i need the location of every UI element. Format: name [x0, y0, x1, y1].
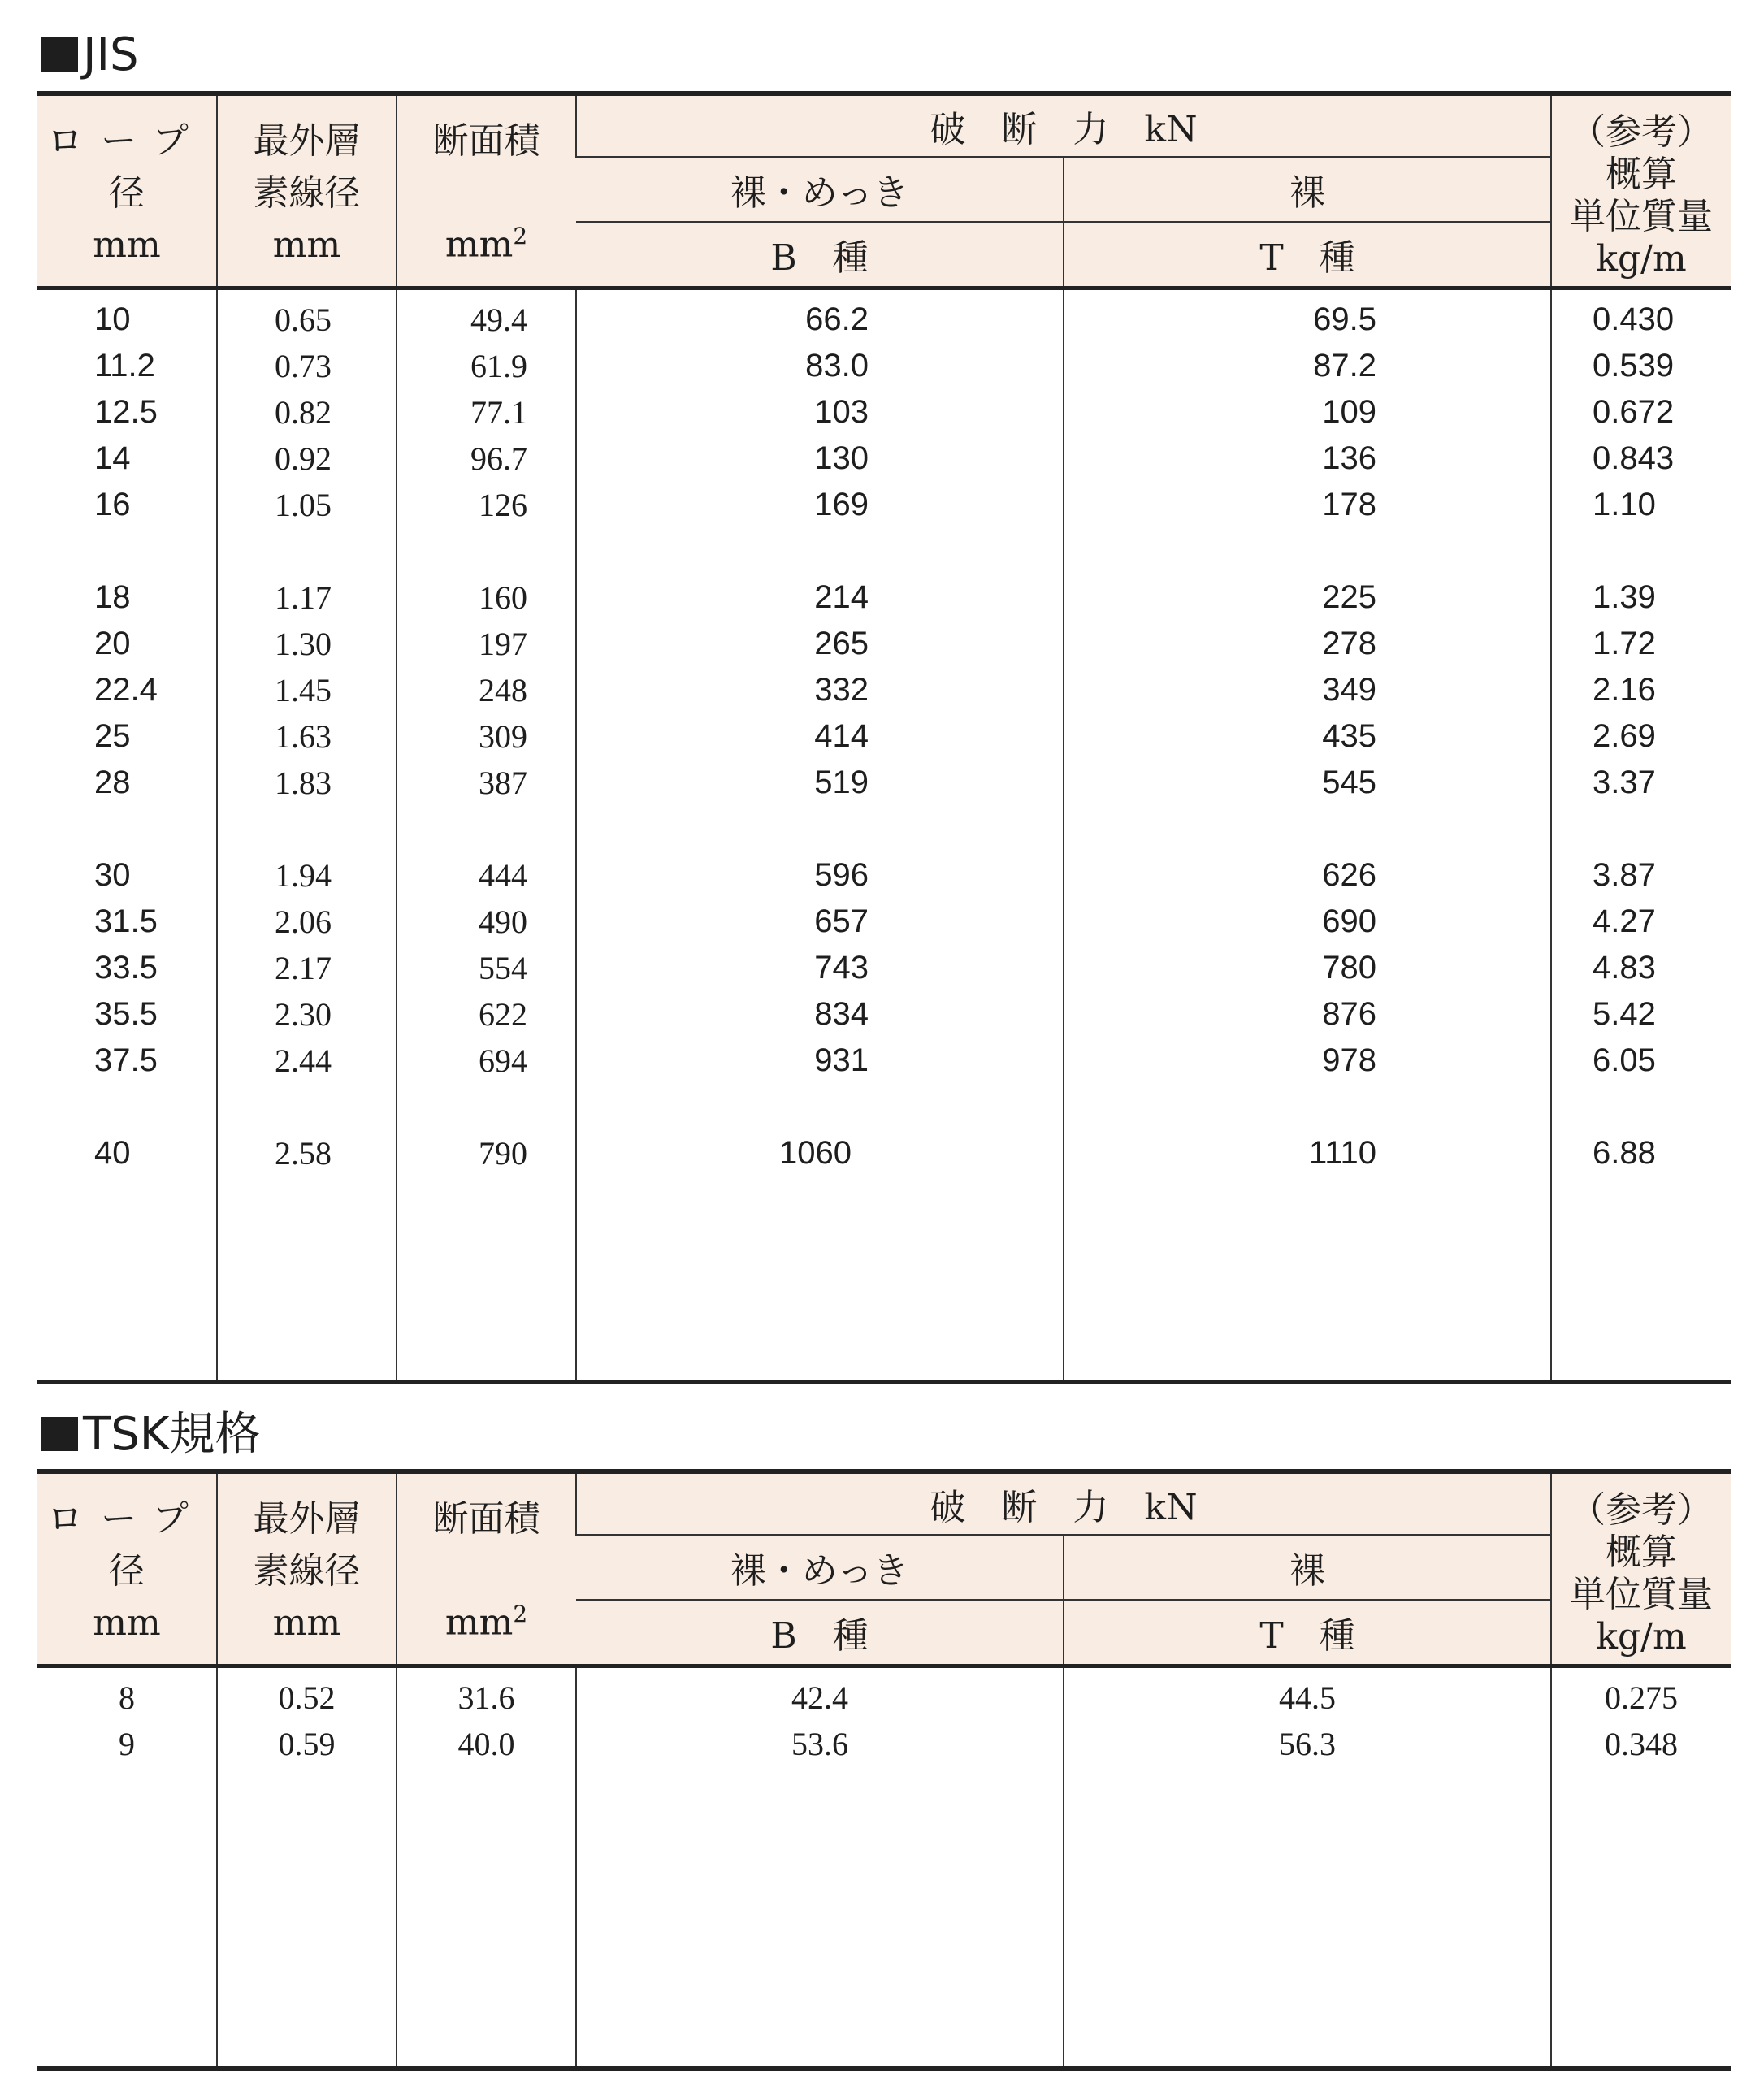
tsk-spec-table	[37, 1469, 1731, 2071]
table-row: 40 2.58 790 1060 1110 6.88	[37, 1130, 1731, 1176]
header-breaking-force: 破 断 力 kN	[576, 1471, 1551, 1535]
header-bare: 裸	[1064, 1535, 1551, 1600]
jis-spec-table	[37, 91, 1731, 1384]
header-grade-b: B 種	[576, 222, 1064, 288]
header-grade-t: T 種	[1064, 1600, 1551, 1666]
black-square-icon	[41, 1417, 78, 1451]
header-breaking-force: 破 断 力 kN	[576, 93, 1551, 157]
header-wire-diameter: 最外層 素線径 mm	[217, 93, 397, 288]
row-gap	[37, 806, 1731, 852]
table-row: 14 0.92 96.7 130 136 0.843	[37, 436, 1731, 482]
tsk-table-body	[37, 1666, 1731, 2069]
table-row: 16 1.05 126 169 178 1.10	[37, 482, 1731, 528]
tsk-table-header	[37, 1471, 1731, 1666]
jis-table-body	[37, 288, 1731, 1383]
header-rope-diameter: ロープ 径 mm	[37, 1471, 217, 1666]
jis-section-title: JIS	[41, 29, 139, 81]
header-mass: （参考） 概算 単位質量 kg/m	[1551, 1471, 1731, 1666]
header-area: 断面積 $mm^2$	[397, 93, 576, 288]
table-row: 10 0.65 49.4 66.2 69.5 0.430	[37, 288, 1731, 344]
row-gap	[37, 528, 1731, 574]
table-filler-row	[37, 1176, 1731, 1382]
table-row: 37.5 2.44 694 931 978 6.05	[37, 1038, 1731, 1084]
table-row: 18 1.17 160 214 225 1.39	[37, 574, 1731, 621]
table-row: 12.5 0.82 77.1 103 109 0.672	[37, 389, 1731, 436]
header-bare-plated: 裸・めっき	[576, 157, 1064, 222]
header-bare-plated: 裸・めっき	[576, 1535, 1064, 1600]
table-row: 8 0.52 31.6 42.4 44.5 0.275	[37, 1666, 1731, 1722]
jis-table-header	[37, 93, 1731, 288]
header-rope-diameter: ロープ 径 mm	[37, 93, 217, 288]
header-area: 断面積 $mm^2$	[397, 1471, 576, 1666]
table-filler-row	[37, 1767, 1731, 2069]
table-row: 9 0.59 40.0 53.6 56.3 0.348	[37, 1721, 1731, 1767]
black-square-icon	[41, 37, 78, 72]
table-row: 22.4 1.45 248 332 349 2.16	[37, 667, 1731, 713]
table-row: 35.5 2.30 622 834 876 5.42	[37, 991, 1731, 1038]
table-row: 30 1.94 444 596 626 3.87	[37, 852, 1731, 899]
row-gap	[37, 1084, 1731, 1130]
table-row: 33.5 2.17 554 743 780 4.83	[37, 945, 1731, 991]
table-row: 28 1.83 387 519 545 3.37	[37, 760, 1731, 806]
header-wire-diameter: 最外層 素線径 mm	[217, 1471, 397, 1666]
table-row: 31.5 2.06 490 657 690 4.27	[37, 899, 1731, 945]
header-grade-b: B 種	[576, 1600, 1064, 1666]
header-mass: （参考） 概算 単位質量 kg/m	[1551, 93, 1731, 288]
table-row: 20 1.30 197 265 278 1.72	[37, 621, 1731, 667]
table-row: 11.2 0.73 61.9 83.0 87.2 0.539	[37, 343, 1731, 389]
header-bare: 裸	[1064, 157, 1551, 222]
header-grade-t: T 種	[1064, 222, 1551, 288]
tsk-section-title: TSK規格	[41, 1409, 260, 1461]
table-row: 25 1.63 309 414 435 2.69	[37, 713, 1731, 760]
